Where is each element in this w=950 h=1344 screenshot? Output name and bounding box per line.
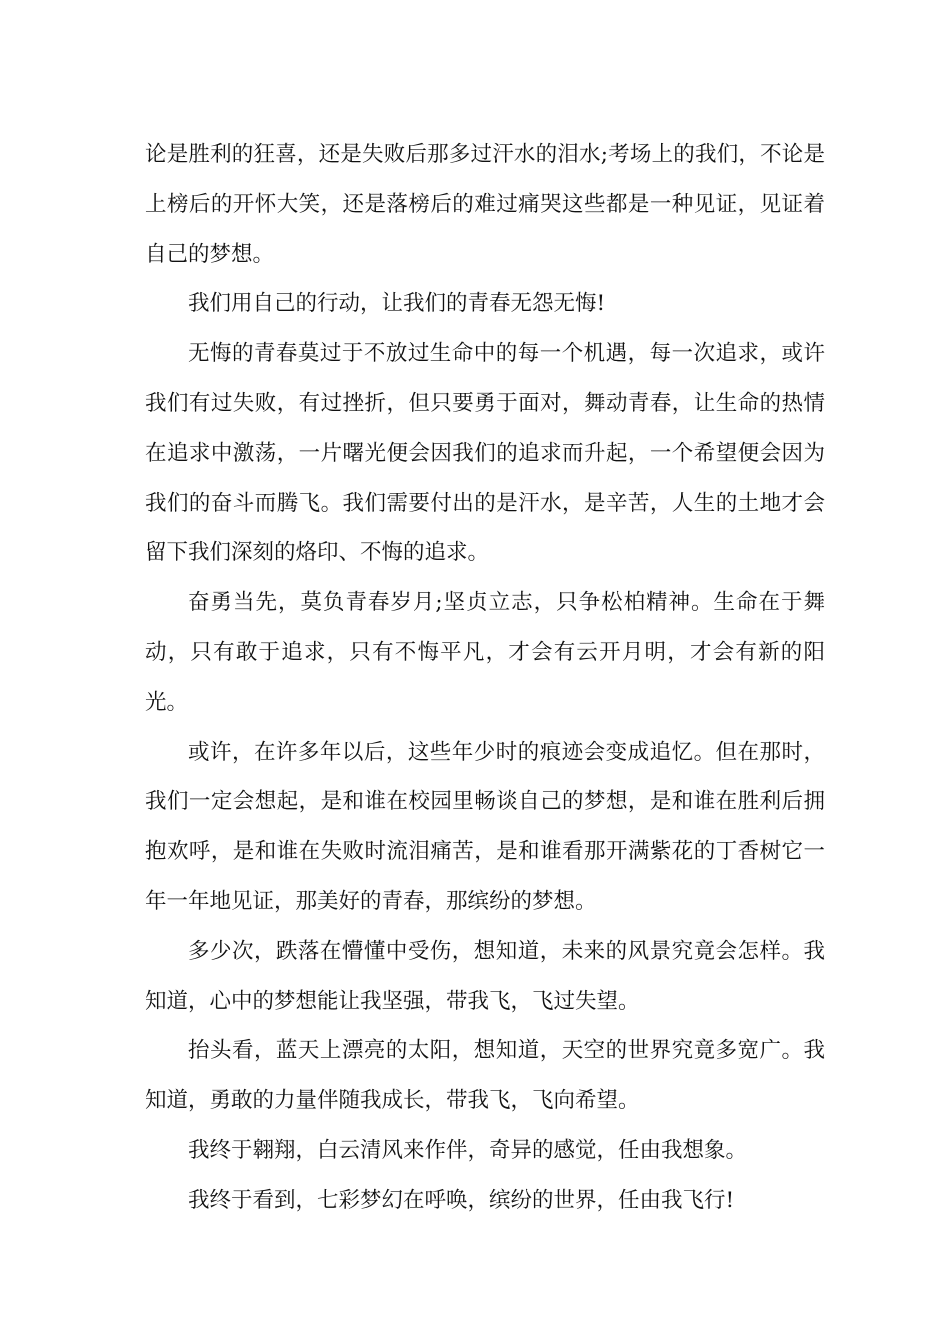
paragraph-2: 我们用自己的行动，让我们的青春无怨无悔! — [188, 291, 606, 317]
paragraph-6: 多少次，跌落在懵懂中受伤，想知道，未来的风景究竟会怎样。我知道，心中的梦想能让我坚强，带我飞，飞过失望。 — [145, 938, 825, 1014]
document-body — [145, 130, 825, 1226]
paragraph-9: 我终于看到，七彩梦幻在呼唤，缤纷的世界，任由我飞行! — [188, 1187, 735, 1213]
paragraph-3: 无悔的青春莫过于不放过生命中的每一个机遇，每一次追求，或许我们有过失败，有过挫折，但只要勇于面对，舞动青春，让生命的热情在追求中激荡，一片曙光便会因我们的追求而升起，一个希望便会因为我们的奋斗而腾飞。我们需要付出的是汗水，是辛苦，人生的土地才会留下我们深刻的烙印、不悔的追求。 — [145, 341, 825, 566]
paragraph-4: 奋勇当先，莫负青春岁月;坚贞立志，只争松柏精神。生命在于舞动，只有敢于追求，只有不悔平凡，才会有云开月明，才会有新的阳光。 — [145, 590, 825, 715]
paragraph-5: 或许，在许多年以后，这些年少时的痕迹会变成追忆。但在那时，我们一定会想起，是和谁在校园里畅谈自己的梦想，是和谁在胜利后拥抱欢呼，是和谁在失败时流泪痛苦，是和谁看那开满紫花的丁香树它一年一年地见证，那美好的青春，那缤纷的梦想。 — [145, 739, 825, 914]
paragraph-7: 抬头看，蓝天上漂亮的太阳，想知道，天空的世界究竟多宽广。我知道，勇敢的力量伴随我成长，带我飞，飞向希望。 — [145, 1038, 825, 1114]
paragraph-1: 论是胜利的狂喜，还是失败后那多过汗水的泪水;考场上的我们，不论是上榜后的开怀大笑，还是落榜后的难过痛哭这些都是一种见证，见证着自己的梦想。 — [145, 142, 825, 267]
paragraph-8: 我终于翱翔，白云清风来作伴，奇异的感觉，任由我想象。 — [188, 1137, 748, 1163]
